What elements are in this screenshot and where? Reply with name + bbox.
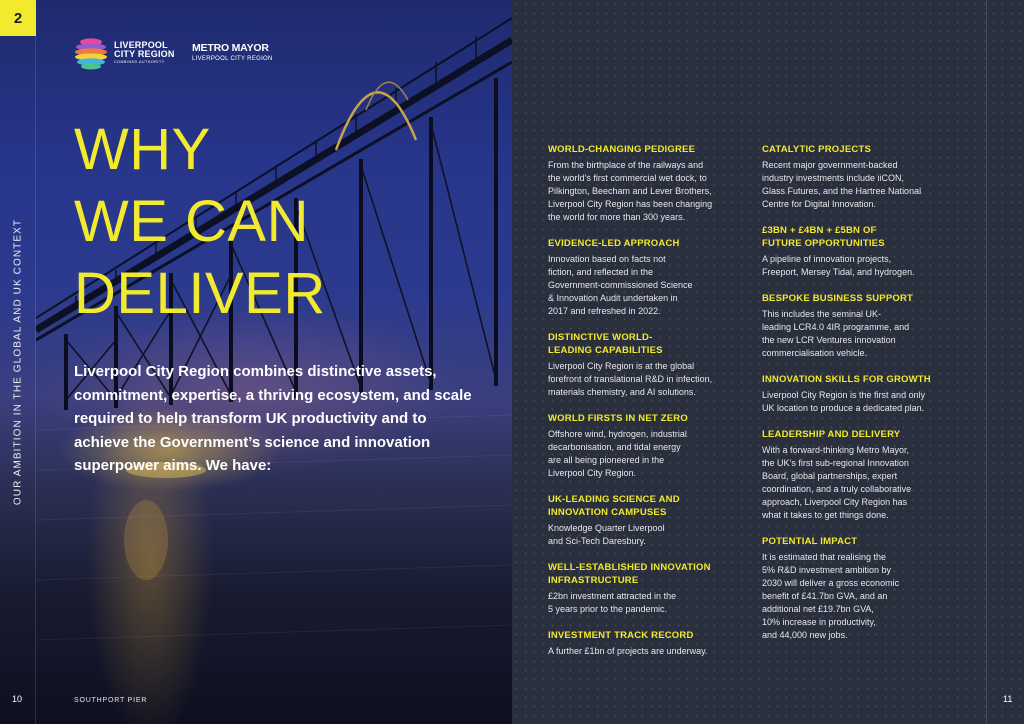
intro-paragraph: Liverpool City Region combines distinctive assets, commitment, expertise, a thriving ecosystem, and scale required to help transform UK productivity and to achieve the Government’s science and innovation superpower aims. We have: <box>74 363 472 474</box>
lcr-rainbow-logo-icon <box>74 36 108 70</box>
section-net-zero <box>548 412 744 480</box>
metro-mayor-line2: LIVERPOOL CITY REGION <box>192 55 273 62</box>
section-heading: LEADERSHIP AND DELIVERY <box>762 429 901 440</box>
section-body: It is estimated that realising the 5% R&D investment ambition by 2030 will deliver a gross economic benefit of £41.7bn GVA, and an additional net £19.7bn GVA, 10% increase in productivity, and 44,000 new jobs. <box>762 552 900 640</box>
section-body: Recent major government-backed industry investments include iiCON, Glass Futures, and the Hartree National Centre for Digital Innovation. <box>762 160 922 209</box>
metro-mayor-logo <box>192 43 273 62</box>
headline-line-3: DELIVER <box>74 261 326 326</box>
section-body: Liverpool City Region is at the global forefront of translational R&D in infection, materials chemistry, and AI solutions. <box>548 361 713 397</box>
lcr-logo-line2: CITY REGION <box>114 49 175 60</box>
headline-line-1: WHY <box>74 117 211 182</box>
section-body: Knowledge Quarter Liverpool and Sci-Tech Daresbury. <box>548 523 665 546</box>
section-body: This includes the seminal UK- leading LCR4.0 4IR programme, and the new LCR Ventures innovation commercialisation vehicle. <box>762 309 910 358</box>
section-investment-track-record <box>548 629 744 658</box>
page-headline <box>74 114 326 330</box>
right-margin-rule <box>986 0 987 724</box>
section-body: Offshore wind, hydrogen, industrial decarbonisation, and tidal energy are all being pioneered in the Liverpool City Region. <box>548 429 687 478</box>
section-bespoke-business-support <box>762 292 962 360</box>
capabilities-column-2 <box>762 143 962 655</box>
section-heading: WELL-ESTABLISHED INNOVATION INFRASTRUCTURE <box>548 562 711 586</box>
section-body: Innovation based on facts not fiction, and reflected in the Government-commissioned Science & Innovation Audit undertaken in 2017 and refreshed in 2022. <box>548 254 693 316</box>
section-body: £2bn investment attracted in the 5 years prior to the pandemic. <box>548 591 677 614</box>
section-heading: POTENTIAL IMPACT <box>762 536 858 547</box>
side-section-label: OUR AMBITION IN THE GLOBAL AND UK CONTEXT <box>12 218 24 506</box>
section-heading: CATALYTIC PROJECTS <box>762 144 871 155</box>
page-number-left: 10 <box>12 694 23 704</box>
section-body: From the birthplace of the railways and the world’s first commercial wet dock, to Pilkington, Beecham and Lever Brothers, Liverpool City Region has been changing the world for more than 300 years. <box>548 160 713 222</box>
page-number-right: 11 <box>1003 694 1013 704</box>
section-heading: INVESTMENT TRACK RECORD <box>548 630 694 641</box>
section-heading: WORLD-CHANGING PEDIGREE <box>548 144 696 155</box>
section-body: A further £1bn of projects are underway. <box>548 646 708 656</box>
capabilities-column-1 <box>548 143 744 671</box>
metro-mayor-line1: METRO MAYOR <box>192 42 269 54</box>
section-heading: EVIDENCE-LED APPROACH <box>548 238 680 249</box>
section-evidence-led-approach <box>548 237 744 318</box>
section-future-opportunities <box>762 224 962 279</box>
section-potential-impact <box>762 535 962 642</box>
section-body: Liverpool City Region is the first and only UK location to produce a dedicated plan. <box>762 390 926 413</box>
lcr-logo-line1: LIVERPOOL <box>114 40 168 51</box>
section-heading: WORLD FIRSTS IN NET ZERO <box>548 413 688 424</box>
section-innovation-skills <box>762 373 962 415</box>
section-innovation-infrastructure <box>548 561 744 616</box>
section-heading: DISTINCTIVE WORLD- LEADING CAPABILITIES <box>548 332 663 356</box>
section-heading: UK-LEADING SCIENCE AND INNOVATION CAMPUSES <box>548 494 680 518</box>
section-catalytic-projects <box>762 143 962 211</box>
section-science-campuses <box>548 493 744 548</box>
photo-caption: SOUTHPORT PIER <box>74 697 148 704</box>
chapter-number-tab: 2 <box>0 0 36 36</box>
section-body: With a forward-thinking Metro Mayor, the UK’s first sub-regional Innovation Board, global partnerships, expert coordination, and a truly collaborative approach, Liverpool City Region has what it takes to get things done. <box>762 445 912 520</box>
section-heading: INNOVATION SKILLS FOR GROWTH <box>762 374 931 385</box>
lcr-combined-authority-logo <box>74 36 175 70</box>
section-body: A pipeline of innovation projects, Freeport, Mersey Tidal, and hydrogen. <box>762 254 915 277</box>
section-leadership-delivery <box>762 428 962 522</box>
section-world-changing-pedigree <box>548 143 744 224</box>
headline-line-2: WE CAN <box>74 189 309 254</box>
section-heading: BESPOKE BUSINESS SUPPORT <box>762 293 914 304</box>
section-heading: £3BN + £4BN + £5BN OF FUTURE OPPORTUNITIES <box>762 225 885 249</box>
lcr-logo-line3: COMBINED AUTHORITY <box>114 60 165 65</box>
section-distinctive-capabilities <box>548 331 744 399</box>
